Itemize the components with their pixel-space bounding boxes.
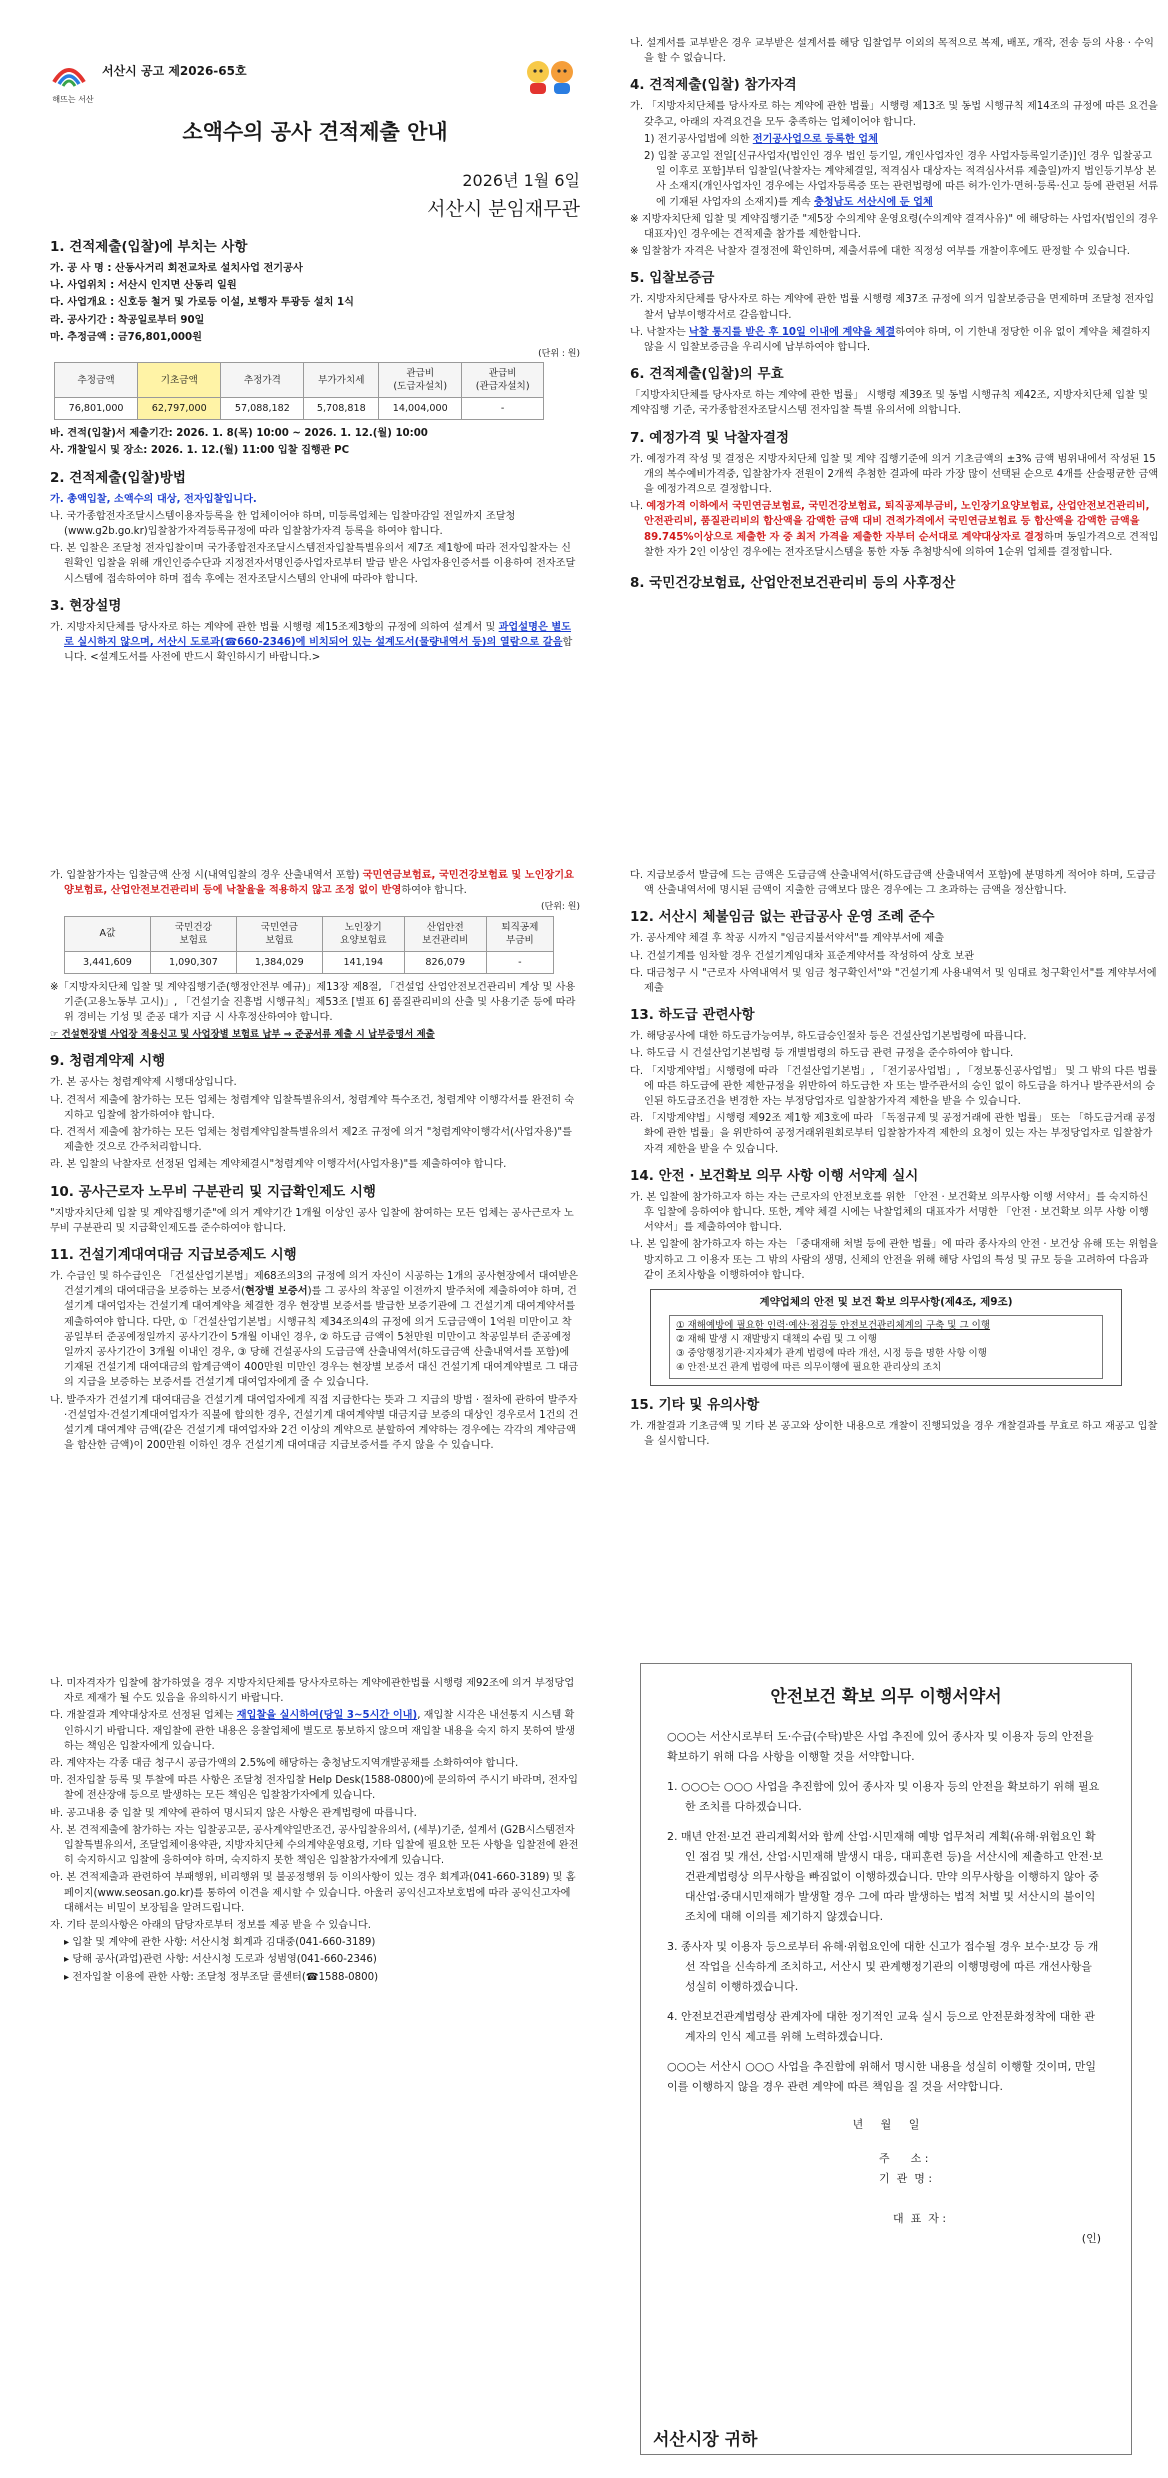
insurance-header: 퇴직공제 부금비 (486, 916, 553, 951)
section-4-heading: 4. 견적제출(입찰) 참가자격 (630, 77, 797, 94)
s7-item: 나. 예정가격 이하에서 국민연금보험료, 국민건강보험료, 퇴직공제부금비, 노인장기요양보험료, 산업안전보건관리비, 안전관리비, 품질관리비의 합산액을 감액한 금액 대비 견적가격에서 국민연금보험료 등 합산액을 감액한 금액을 89.745%이상으로 제출한 자 중 최저 가격을 제출한 자부터 순서대로 계약대상자로 결정하며 동일가격으로 견적입찰한 자가 2인 이상인 경우에는 전자조달시스템을 통한 자동 추첨방식에 의하여 1순위 업체를 결정합니다. (630, 501, 1159, 558)
s15-item: 가. 개찰결과 기초금액 및 기타 본 공고와 상이한 내용으로 개찰이 진행되었을 경우 개찰결과를 무효로 하고 재공고 입찰을 실시합니다. (630, 1421, 1158, 1448)
s4-highlight: 전기공사업으로 등록한 업체 (752, 133, 878, 145)
safety-box-body (669, 1315, 1103, 1379)
insurance-header: 국민연금 보험료 (236, 916, 322, 951)
left-column-p3 (50, 1676, 580, 1987)
s2-item: 나. 국가종합전자조달시스템이용자등록을 한 업체이어야 하며, 미등록업체는 입찰마감일 전일까지 조달청(www.g2b.go.kr)입찰참가자격등록규정에 따라 입찰참가자격 등록을 하여야 합니다. (50, 510, 516, 538)
price-header: 추정금액 (55, 363, 138, 398)
notice-header (50, 56, 610, 104)
pledge-address-label: 주 소 : (879, 2152, 929, 2166)
insurance-header: A값 (65, 916, 151, 951)
pledge-rep-label: 대 표 자 : (인) (641, 2189, 1131, 2269)
s1-item: 다. 사업개요 : 신호등 철거 및 가로등 이설, 보행자 투광등 설치 1식 (50, 297, 354, 309)
s10-text: "지방자치단체 입찰 및 계약집행기준"에 의거 계약기간 1개월 이상인 공사 입찰에 참여하는 모든 업체는 공사근로자 노무비 구분관리 및 지급확인제도를 준수하여야 합니다. (50, 1207, 574, 1234)
pledge-item: 3. 종사자 및 이용자 등으로부터 유해·위험요인에 대한 신고가 접수될 경우 보수·보강 등 개선 작업을 신속하게 조치하고, 서산시 및 관계행정기관의 이행명령에 따른 개선사항을 성실히 이행하겠습니다. (667, 1940, 1099, 1994)
right-column-p1 (630, 36, 1160, 597)
section-13-heading: 13. 하도급 관련사항 (630, 1007, 755, 1024)
insurance-cell: 3,441,609 (65, 951, 151, 973)
copyright-note: 나. 설계서를 교부받은 경우 교부받은 설계서를 해당 입찰업무 이외의 목적으로 복제, 배포, 개작, 전송 등의 사용 · 수익을 할 수 없습니다. (630, 38, 1154, 65)
s4-sub: 1) 전기공사업법에 의한 전기공사업으로 등록한 업체 (644, 133, 878, 145)
pledge-addressee: 서산시장 귀하 (653, 2429, 758, 2450)
s11-item: 다. 지급보증서 발급에 드는 금액은 도급금액 산출내역서(하도급금액 산출내역서 포함)에 분명하게 적어야 하며, 도급금액 산출내역서에 명시된 금액이 지출한 금액보다 많은 경우에는 그 초과하는 금액을 정산합니다. (630, 870, 1156, 897)
s12-item: 나. 건설기계를 임차할 경우 건설기계임대차 표준계약서를 작성하여 상호 보관 (630, 950, 975, 962)
s3-item: 가. 지방자치단체를 당사자로 하는 계약에 관한 법률 시행령 제15조제3항의 규정에 의하여 설계서 및 과업설명은 별도로 실시하지 않으며, 서산시 도로과(☎660-2346)에 비치되어 있는 설계도서(물량내역서 등)의 열람으로 갈음합니다. <설계도서를 사전에 반드시 확인하시기 바랍니다.> (50, 621, 573, 664)
section-12-heading: 12. 서산시 체불임금 없는 관급공사 운영 조례 준수 (630, 909, 935, 926)
s5-item: 나. 낙찰자는 낙찰 통지를 받은 후 10일 이내에 계약을 체결하여야 하며, 이 기한내 정당한 이유 없이 계약을 체결하지 않을 시 입찰보증금을 우리시에 납부하여야 합니다. (630, 326, 1151, 354)
insurance-cell: - (486, 951, 553, 973)
s11-item: 나. 발주자가 건설기계 대여대금을 건설기계 대여업자에게 직접 지급한다는 뜻과 그 지급의 방법 · 절차에 관하여 발주자·건설업자·건설기계대여업자가 직불에 합의한 경우, 건설기계 대여계약별 대금지급 보증의 대상인 경우로서 1건의 건설기계 대여계약 금액(같은 건설기계 대여업자와 2건 이상의 계약으로 분할하여 계약하는 경우에는 각각의 계약금액을 합산한 금액)이 200만원 이하인 경우 건설기계 대여대금 지급보증서를 주지 않을 수 있습니다. (50, 1394, 579, 1452)
pledge-intro: ○○○는 서산시로부터 도·수급(수탁)받은 사업 추진에 있어 종사자 및 이용자 등의 안전을 확보하기 위해 다음 사항을 이행할 것을 서약합니다. (667, 1730, 1094, 1764)
s15-item: 라. 계약자는 각종 대금 청구시 공급가액의 2.5%에 해당하는 충청남도지역개발공채를 소화하여야 합니다. (50, 1758, 519, 1770)
section-8-heading: 8. 국민건강보험료, 산업안전보건관리비 등의 사후정산 (630, 575, 956, 592)
s9-item: 가. 본 공사는 청렴계약제 시행대상입니다. (50, 1077, 237, 1089)
s8-unit: (단위: 원) (541, 902, 580, 913)
pledge-item: 2. 매년 안전·보건 관리계획서와 함께 산업·시민재해 예방 업무처리 계획(유해·위험요인 확인 점검 및 개선, 산업·시민재해 발생시 대응, 대피훈련 등)을 서산시에 제출하고 안전·보건관계법령상 의무사항을 빠짐없이 이행하겠습니다. 만약 의무사항을 이행하지 않아 중대산업·중대시민재해가 발생할 경우 그에 따라 발생하는 법적 처벌 및 서산시의 불이익 조치에 대해 이의를 제기하지 않겠습니다. (667, 1830, 1104, 1924)
price-cell: 62,797,000 (138, 398, 221, 420)
section-14-heading: 14. 안전 · 보건확보 의무 사항 이행 서약제 실시 (630, 1167, 919, 1184)
price-header: 부가가치세 (304, 363, 379, 398)
safety-box-title: 계약업체의 안전 및 보건 확보 의무사항(제4조, 제9조) (759, 1296, 1013, 1309)
insurance-header: 국민건강 보험료 (150, 916, 236, 951)
section-7-heading: 7. 예정가격 및 낙찰자결정 (630, 429, 790, 446)
safety-duties-box (650, 1289, 1122, 1386)
insurance-cell: 826,079 (404, 951, 486, 973)
s4-note: ※ 입찰참가 자격은 낙찰자 결정전에 확인하며, 제출서류에 대한 직정성 여부를 개찰이후에도 판정할 수 있습니다. (630, 246, 1130, 258)
contact-line: ▸ 전자입찰 이용에 관한 사항: 조달청 정부조달 콜센터(☎1588-0800) (64, 1971, 379, 1983)
seal-mark: (인) (1081, 2232, 1101, 2246)
s14-item: 나. 본 입찰에 참가하고자 하는 자는 「중대재해 처벌 등에 관한 법률」에 따라 종사자의 안전 · 보건상 유해 또는 위험을 방지하고 그 이용자 또는 그 밖의 사람의 생명, 신체의 안전을 위해 해당 사업의 특성 및 규모 등을 고려하여 다음과 같이 조치사항을 이행하여야 합니다. (630, 1239, 1158, 1281)
safety-duty: ② 재해 발생 시 재발방지 대책의 수립 및 그 이행 (676, 1334, 877, 1346)
section-9-heading: 9. 청렴계약제 시행 (50, 1053, 166, 1070)
s13-item: 다. 「지방계약법」시행령에 따라 「건설산업기본법」, 「전기공사업법」, 「정보통신공사업법」 및 그 밖의 다른 법률에 따른 하도급에 관한 제한규정을 위반하여 하도급한 자 또는 발주관서의 승인 없이 하도급을 하거나 발주관서의 승인된 하도급조건을 변경한 자는 부정당업자로 입찰참가자격 제한을 받을 수 있습니다. (630, 1065, 1158, 1108)
price-cell: 5,708,818 (304, 398, 379, 420)
section-1-column (50, 228, 580, 667)
s1-item: 바. 견적(입찰)서 제출기간: 2026. 1. 8(목) 10:00 ~ 2026. 1. 12.(월) 10:00 (50, 428, 428, 440)
pledge-closing: ○○○는 서산시 ○○○ 사업을 추진함에 위해서 명시한 내용을 성실히 이행할 것이며, 만일 이를 이행하지 않을 경우 관련 계약에 따른 책임을 질 것을 서약합니다. (667, 2060, 1096, 2094)
price-header: 관급비 (도급자설치) (379, 363, 462, 398)
s8-highlight: 국민연금보험료, 국민건강보험료 및 노인장기요양보험료, 산업안전보건관리비 등에 낙찰율을 적용하지 않고 조정 없이 반영 (64, 870, 574, 897)
s14-item: 가. 본 입찰에 참가하고자 하는 자는 근로자의 안전보호를 위한 「안전 · 보건확보 의무사항 이행 서약서」를 숙지하신 후 입찰에 응하여야 합니다. 또한, 계약 체결 시에는 낙찰업체의 대표자가 서명한 「안전 · 보건확보 의무 사항 이행 서약서」를 제출하여야 합니다. (630, 1191, 1149, 1234)
s15-item: 나. 미자격자가 입찰에 참가하였을 경우 지방자치단체를 당사자로하는 계약에관한법률 시행령 제92조에 의거 부정당업자로 제재가 될 수도 있음을 유의하시기 바랍니다. (50, 1678, 575, 1705)
section-1-heading: 1. 견적제출(입찰)에 부치는 사항 (50, 239, 248, 255)
s12-item: 가. 공사계약 체결 후 착공 시까지 "임금지불서약서"를 계약부서에 제출 (630, 933, 945, 945)
s15-highlight: 재입찰을 실시하여(당일 3~5시간 이내) (236, 1710, 418, 1722)
s7-highlight: 예정가격 이하에서 국민연금보험료, 국민건강보험료, 퇴직공제부금비, 노인장기요양보험료, 산업안전보건관리비, 안전관리비, 품질관리비의 합산액을 감액한 금액 대비 견적가격에서 국민연금보험료 등 합산액을 감액한 금액을 89.745%이상으로 제출한 자 중 최저 가격을 제출한 자부터 순서대로 계약대상자로 결정 (644, 501, 1150, 543)
s9-item: 나. 견적서 제출에 참가하는 모든 업체는 청렴계약 입찰특별유의서, 청렴계약 특수조건, 청렴계약 이행각서를 완전히 숙지하고 입찰에 참가하여야 합니다. (50, 1094, 575, 1121)
insurance-cell: 1,090,307 (150, 951, 236, 973)
price-cell: - (462, 398, 544, 420)
s4-highlight: 충청남도 서산시에 둔 업체 (813, 196, 933, 208)
price-cell: 57,088,182 (221, 398, 304, 420)
pledge-title: 안전보건 확보 의무 이행서약서 (770, 1687, 1002, 1707)
s4-note: ※ 지방자치단체 입찰 및 계약집행기준 "제5장 수의계약 운영요령(수의계약 결격사유)" 에 해당하는 사업자(법인의 경우 대표자)인 경우에는 견적제출 참가를 제한합니다. (630, 213, 1158, 241)
s13-item: 라. 「지방계약법」시행령 제92조 제1항 제3호에 따라 「독점규제 및 공정거래에 관한 법률」 또는 「하도급거래 공정화에 관한 법률」을 위반하여 공정거래위원회로부터 입찰참가자격 제한의 요청이 있는 자는 부정당업자로 입찰참가자격 제한을 받을 수 있습니다. (630, 1113, 1156, 1155)
pledge-org-label: 기 관 명 : (879, 2172, 933, 2186)
s1-item: 가. 공 사 명 : 산동사거리 회전교차로 설치사업 전기공사 (50, 263, 303, 274)
safety-duty: ④ 안전·보건 관계 법령에 따른 의무이행에 필요한 관리상의 조치 (676, 1362, 942, 1374)
insurance-cell: 141,194 (322, 951, 404, 973)
issuing-org: 서산시 분임재무관 (427, 198, 580, 220)
insurance-header: 산업안전 보건관리비 (404, 916, 486, 951)
s1-item: 사. 개찰일시 및 장소: 2026. 1. 12.(월) 11:00 입찰 집행관 PC (50, 445, 350, 457)
s15-item: 자. 기타 문의사항은 아래의 담당자로부터 정보를 제공 받을 수 있습니다. (50, 1920, 372, 1932)
section-3-heading: 3. 현장설명 (50, 597, 122, 614)
s15-item: 아. 본 견적제출과 관련하여 부패행위, 비리행위 및 불공정행위 등 이의사항이 있는 경우 회계과(041-660-3189) 및 홈페이지(www.seosan.go.kr)를 통하여 이견을 제시할 수 있습니다. 아울러 공익신고자보호법에 따라 공익신고자에 대해서는 비밀이 보장됨을 알려드립니다. (50, 1872, 576, 1914)
s8-note: ※「지방자치단체 입찰 및 계약집행기준(행정안전부 예규)」제13장 제8절, 「건설업 산업안전보건관리비 계상 및 사용기준(고용노동부 고시)」, 「건설기술 진흥법 시행규칙」제53조 [별표 6] 품질관리비의 산출 및 사용기준 등에 따라 위 경비는 기성 및 준공 대가 지급 시 사후정산하여야 합니다. (50, 981, 576, 1024)
s9-item: 다. 견적서 제출에 참가하는 모든 업체는 청렴계약입찰특별유의서 제2조 규정에 의거 "청렴계약이행각서(사업자용)"를 제출한 것으로 간주처리합니다. (50, 1127, 572, 1154)
pledge-item: 4. 안전보건관계법령상 관계자에 대한 정기적인 교육 실시 등으로 안전문화정착에 대한 관계자의 인식 제고를 위해 노력하겠습니다. (667, 2010, 1095, 2044)
price-cell: 14,004,000 (379, 398, 462, 420)
s13-item: 가. 해당공사에 대한 하도급가능여부, 하도급승인절차 등은 건설산업기본법령에 따릅니다. (630, 1031, 1027, 1043)
mascot-icon (520, 56, 580, 96)
s15-item: 마. 전자입찰 등록 및 투찰에 따른 사항은 조달청 전자입찰 Help Desk(1588-0800)에 문의하여 주시기 바라며, 전자입찰에 전산장애 등으로 발생하는 모든 책임은 입찰참가자에게 있습니다. (50, 1775, 578, 1802)
left-column-p2 (50, 868, 580, 1455)
s11-highlight: 현장별 보증서 (245, 1286, 308, 1298)
s9-item: 라. 본 입찰의 낙찰자로 선정된 업체는 계약체결시"청렴계약 이행각서(사업자용)"를 제출하여야 합니다. (50, 1159, 507, 1171)
s1-item: 마. 추정금액 : 금76,801,000원 (50, 331, 202, 343)
safety-duty: ① 재해예방에 필요한 인력·예산·점검등 안전보건관리체계의 구축 및 그 이행 (676, 1320, 991, 1332)
right-column-p2 (630, 868, 1160, 1452)
s1-item: 라. 공사기간 : 착공일로부터 90일 (50, 314, 205, 326)
section-11-heading: 11. 건설기계대여대금 지급보증제도 시행 (50, 1247, 297, 1264)
s15-item: 사. 본 견적제출에 참가하는 자는 입찰공고문, 공사계약일반조건, 공사입찰유의서, (세부)기준, 설계서 (G2B시스템전자입찰특별유의서, 조달업체이용약관, 지방자치단체 수의계약운영요령, 기타 입찰에 필요한 모든 사항을 입찰전에 완전히 숙지하시고 입찰에 응하여야 하며, 숙지하지 못한 책임은 입찰참가자에게 있습니다. (50, 1824, 579, 1867)
page-title: 소액수의 공사 견적제출 안내 (182, 120, 448, 144)
notice-date: 2026년 1월 6일 (462, 171, 580, 190)
s2-item: 가. 총액입찰, 소액수의 대상, 전자입찰입니다. (50, 493, 257, 505)
s4-item: 가. 「지방자치단체를 당사자로 하는 계약에 관한 법률」시행령 제13조 및 동법 시행규칙 제14조의 규정에 따른 요건을 갖추고, 아래의 자격요건을 모두 충족하는 업체이어야 합니다. (630, 101, 1158, 128)
logo-caption: 해뜨는 서산 (52, 95, 94, 104)
seosan-logo-icon (50, 56, 88, 94)
insurance-header: 노인장기 요양보험료 (322, 916, 404, 951)
price-table (54, 362, 544, 420)
safety-duty: ③ 중앙행정기관·지자체가 관계 법령에 따라 개선, 시정 등을 명한 사항 이행 (676, 1348, 987, 1360)
s5-item: 가. 지방자치단체를 당사자로 하는 계약에 관한 법률 시행령 제37조 규정에 의거 입찰보증금을 면제하며 조달청 전자입찰서 납부이행각서로 갈음합니다. (630, 294, 1155, 321)
price-cell: 76,801,000 (55, 398, 138, 420)
pledge-date-line: 년 월 일 (852, 2118, 920, 2132)
section-10-heading: 10. 공사근로자 노무비 구분관리 및 지급확인제도 시행 (50, 1183, 376, 1200)
notice-number: 서산시 공고 제2026-65호 (102, 64, 247, 78)
s15-item: 바. 공고내용 중 입찰 및 계약에 관하여 명시되지 않은 사항은 관계법령에 따릅니다. (50, 1807, 417, 1819)
s8-arrow-note: ☞ 건설현장별 사업장 적용신고 및 사업장별 보험료 납부 ⇒ 준공서류 제출 시 납부증명서 제출 (50, 1029, 435, 1041)
price-header: 추정가격 (221, 363, 304, 398)
section-5-heading: 5. 입찰보증금 (630, 270, 715, 287)
s2-item: 다. 본 입찰은 조달청 전자입찰이며 국가종합전자조달시스템전자입찰특별유의서 제7조 제1항에 따라 전자입찰자는 신원확인 입찰을 위해 개인인증수단과 지정전자서명인증사업자로부터 발급 받은 사업자용인증서를 이용하여 전자조달시스템에 접속하여야 하며 접속 후에는 전자조달시스템의 안내에 따라야 합니다. (50, 543, 576, 585)
s7-item: 가. 예정가격 작성 및 결정은 지방자치단체 입찰 및 계약 집행기준에 의거 기초금액의 ±3% 금액 범위내에서 작성된 15개의 복수예비가격중, 입찰참가자 전원이 2개씩 추첨한 결과에 따라 가장 많이 선택된 순으로 4개를 산술평균한 금액을 예정가격으로 결정합니다. (630, 453, 1159, 496)
s11-item: 가. 수급인 및 하수급인은 「건설산업기본법」제68조의3의 규정에 의거 자신이 시공하는 1개의 공사현장에서 대여받은 건설기계의 대여대금을 보증하는 보증서(현장별 보증서)를 그 공사의 착공일 이전까지 발주처에 제출하여야 하며, 건설기계 대여업자는 건설기계 대여계약을 체결한 경우 현장별 보증서를 발급한 보증기관에 그 건설기계 대여계약서를 제출하여야 합니다. 다만, ①「건설산업기본법」시행규칙 제34조의4의 규정에 의거 도급금액이 1억원 미만이고 착공일부터 준공예정일까지 공사기간이 5개월 이내인 경우, ② 하도급 금액이 5천만원 미만이고 착공일부터 준공예정일까지 공사기간이 3개월 이내인 경우, ③ 당해 건설공사의 도급금액 산출내역서(하도급금액 산출내역서를 포함)에 기재된 건설기계 대여대금의 합계금액이 400만원 미만인 경우는 현장별 보증서 대신 건설기계 대여계약별로 그 대금의 지급을 보증하는 보증서를 건설기계 대여업자에게 줄 수 있습니다. (50, 1271, 579, 1389)
s4-sub: 2) 입찰 공고일 전일[신규사업자(법인인 경우 법인 등기일, 개인사업자인 경우 사업자등록일기준)]인 경우 입찰공고일 이후로 포함]부터 입찰일(낙찰자는 계약체결일, 적격심사 대상자는 적격심사서류 제출일)까지 법인등기부상 본사 소재지(개인사업자인 경우에는 사업자등록증 또는 관련법령에 따른 허가·인가·면허·등록·신고 등에 관련된 서류에 기재된 사업자의 소재지)를 계속 충청남도 서산시에 둔 업체 (644, 151, 1158, 208)
s3-highlight: 과업설명은 별도로 실시하지 않으며, 서산시 도로과(☎660-2346)에 비치되어 있는 설계도서(물량내역서 등)의 열람으로 갈음 (64, 621, 572, 649)
s1-unit: (단위 : 원) (538, 349, 580, 360)
s8-item: 가. 입찰참가자는 입찰금액 산정 시(내역입찰의 경우 산출내역서 포함) 국민연금보험료, 국민건강보험료 및 노인장기요양보험료, 산업안전보건관리비 등에 낙찰율을 적용하지 않고 조정 없이 반영하여야 합니다. (50, 870, 574, 897)
insurance-cell: 1,384,029 (236, 951, 322, 973)
s12-item: 다. 대금청구 시 "근로자 사역내역서 및 임금 청구확인서"와 "건설기계 사용내역서 및 임대료 청구확인서"를 계약부서에 제출 (630, 967, 1157, 995)
price-header: 관급비 (관급자설치) (462, 363, 544, 398)
section-2-heading: 2. 견적제출(입찰)방법 (50, 469, 186, 486)
contact-line: ▸ 당해 공사(과업)관련 사항: 서산시청 도로과 성범영(041-660-2346) (64, 1954, 377, 1966)
contact-line: ▸ 입찰 및 계약에 관한 사항: 서산시청 회계과 김대중(041-660-3189) (64, 1937, 376, 1949)
s15-item: 다. 개찰결과 계약대상자로 선정된 업체는 재입찰을 실시하여(당일 3~5시간 이내), 재입찰 시각은 내선통지 시스템 확인하시기 바랍니다. 재입찰에 관한 내용은 응찰업체에 별도로 통보하지 않으며 재입찰 내용을 숙지 하지 못하여 발생하는 책임은 입찰자에게 있습니다. (50, 1710, 576, 1752)
safety-pledge-form (640, 1663, 1132, 2455)
insurance-table (64, 916, 554, 974)
s5-highlight: 낙찰 통지를 받은 후 10일 이내에 계약을 체결 (688, 326, 896, 338)
price-header: 기초금액 (138, 363, 221, 398)
section-15-heading: 15. 기타 및 유의사항 (630, 1397, 760, 1414)
s1-item: 나. 사업위치 : 서산시 인지면 산동리 일원 (50, 280, 237, 292)
pledge-item: 1. ○○○는 ○○○ 사업을 추진함에 있어 종사자 및 이용자 등의 안전을 확보하기 위해 필요한 조치를 다하겠습니다. (667, 1780, 1100, 1814)
s13-item: 나. 하도급 시 건설산업기본법령 등 개별법령의 하도급 관련 규정을 준수하여야 합니다. (630, 1048, 1014, 1060)
section-6-heading: 6. 견적제출(입찰)의 무효 (630, 366, 784, 383)
s6-text: 「지방자치단체를 당사자로 하는 계약에 관한 법률」 시행령 제39조 및 동법 시행규칙 제42조, 지방자치단체 입찰 및 계약집행 기준, 국가종합전자조달시스템 전자입찰 특별 유의서에 의합니다. (630, 390, 1149, 417)
